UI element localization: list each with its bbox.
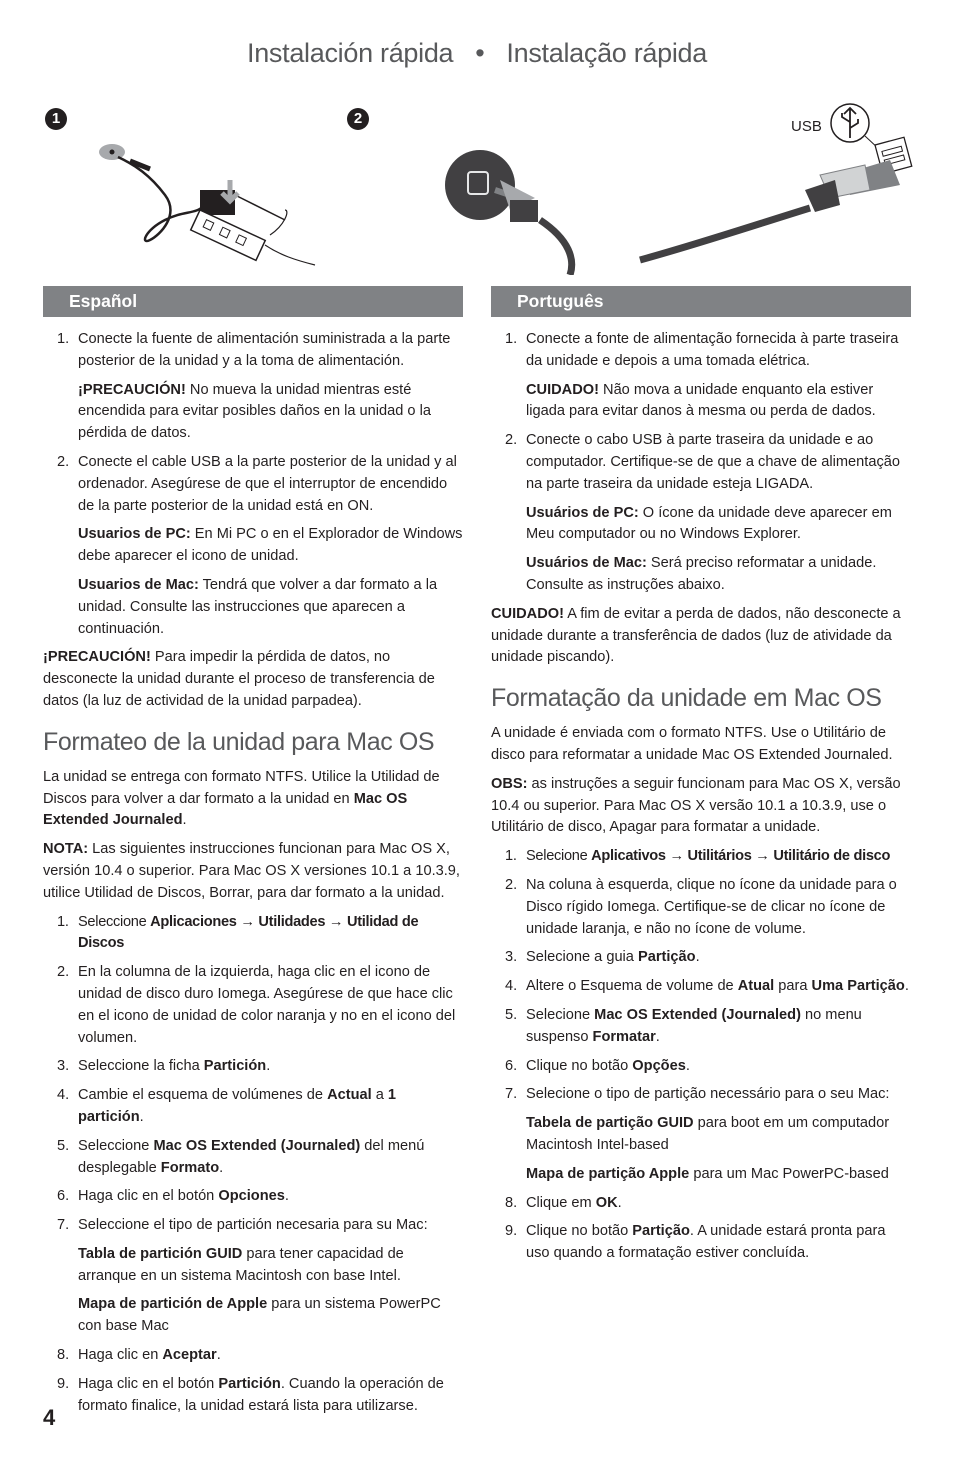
usb-cable-illustration [635, 100, 915, 265]
portuguese-format-steps [491, 846, 911, 1106]
list-item: 9. Clique no botão Partição. A unidade estará pronta para uso quando a formatação estiver concluída. [505, 1223, 886, 1262]
portuguese-mac-users: Usuários de Mac: Será preciso reformatar a unidade. Consulte as instruções abaixo. [526, 555, 877, 593]
list-item: 1. Seleccione Aplicaciones → Utilidades → Utilidad de Discos [57, 913, 419, 952]
spanish-format-intro: La unidad se entrega con formato NTFS. Utilice la Utilidad de Discos para volver a dar formato a la unidad en Mac OS Extended Journaled. [43, 768, 440, 829]
list-item: 8. Haga clic en Aceptar. [57, 1347, 221, 1364]
list-item: 1. Selecione Aplicativos → Utilitários → Utilitário de disco [505, 848, 891, 865]
usb-label: USB [791, 118, 822, 135]
list-item: 1. Conecte la fuente de alimentación suministrada a la parte posterior de la unidad y a la toma de alimentación. [57, 331, 451, 369]
list-item: 2. En la columna de la izquierda, haga clic en el icono de unidad de disco duro Iomega. Asegúrese de que hace clic en el icono de unidad de color naranja y no en el icono del volumen. [57, 964, 456, 1046]
list-item: 6. Clique no botão Opções. [505, 1057, 690, 1074]
list-item: 4. Cambie el esquema de volúmenes de Actual a 1 partición. [57, 1087, 397, 1125]
list-item: 7. Seleccione el tipo de partición necesaria para su Mac: [57, 1217, 428, 1234]
list-item: 5. Seleccione Mac OS Extended (Journaled) del menú desplegable Formato. [57, 1137, 425, 1176]
spanish-install-steps [43, 329, 463, 373]
portuguese-apm-option: Mapa de partição Apple para um Mac PowerPC-based [526, 1165, 889, 1182]
spanish-guid-option: Tabla de partición GUID para tener capacidad de arranque en un sistema Macintosh con base Intel. [78, 1245, 404, 1284]
portuguese-format-intro: A unidade é enviada com o formato NTFS. Use o Utilitário de disco para reformatar a unidade Mac OS Extended Journaled. [491, 725, 893, 763]
list-item: 5. Selecione Mac OS Extended (Journaled) no menu suspenso Formatar. [505, 1006, 862, 1045]
page-number: 4 [43, 1405, 56, 1430]
portuguese-column [491, 286, 911, 1272]
portuguese-format-heading: Formatação da unidade em Mac OS [491, 684, 882, 713]
title-es: Instalación rápida [247, 38, 454, 68]
list-item: 9. Haga clic en el botón Partición. Cuando la operación de formato finalice, la unidad estará lista para utilizarse. [57, 1375, 444, 1414]
portuguese-banner: Português [491, 286, 911, 317]
title-separator: • [475, 38, 485, 68]
list-item: 6. Haga clic en el botón Opciones. [57, 1188, 289, 1205]
list-item: 2. Conecte el cable USB a la parte posterior de la unidad y al ordenador. Asegúrese de que el interruptor de encendido de la parte posterior de la unidad está en ON. [57, 453, 457, 514]
drive-usb-port-illustration [440, 150, 590, 275]
spanish-caution-2: ¡PRECAUCIÓN! Para impedir la pérdida de datos, no desconecte la unidad durante el proceso de transferencia de datos (la luz de actividad de la unidad parpadea). [43, 649, 435, 709]
portuguese-install-steps [491, 329, 911, 373]
list-item: 7. Selecione o tipo de partição necessário para o seu Mac: [505, 1086, 890, 1103]
list-item: 1. Conecte a fonte de alimentação fornecida à parte traseira da unidade e depois a uma tomada elétrica. [505, 331, 899, 369]
power-supply-illustration [90, 135, 320, 275]
spanish-apm-option: Mapa de partición de Apple para un sistema PowerPC con base Mac [78, 1296, 441, 1335]
spanish-mac-users: Usuarios de Mac: Tendrá que volver a dar formato a la unidad. Consulte las instrucciones que aparecen a continuación. [78, 576, 438, 637]
spanish-pc-users: Usuarios de PC: En Mi PC o en el Explorador de Windows debe aparecer el icono de unidad. [78, 526, 463, 565]
list-item: 3. Selecione a guia Partição. [505, 949, 700, 966]
list-item: 8. Clique em OK. [505, 1194, 622, 1211]
step-1-badge: 1 [45, 108, 67, 130]
list-item: 2. Conecte o cabo USB à parte traseira da unidade e ao computador. Certifique-se de que a chave de alimentação na parte traseira da unidade esteja LIGADA. [505, 432, 900, 492]
title-pt: Instalação rápida [506, 38, 707, 68]
list-item: 4. Altere o Esquema de volume de Atual para Uma Partição. [505, 978, 909, 995]
step-2-badge: 2 [347, 108, 369, 130]
portuguese-pc-users: Usuários de PC: O ícone da unidade deve aparecer em Meu computador ou no Windows Explorer. [526, 504, 892, 543]
portuguese-caution-1: CUIDADO! Não mova a unidade enquanto ela estiver ligada para evitar danos à mesma ou perda de dados. [526, 381, 876, 420]
list-item: 2. Na coluna à esquerda, clique no ícone da unidade para o Disco rígido Iomega. Certifique-se de clicar no ícone de unidade laranja, e não no ícone de volume. [505, 876, 897, 937]
spanish-column [43, 286, 463, 1424]
spanish-format-heading: Formateo de la unidad para Mac OS [43, 727, 435, 756]
page-title [0, 38, 954, 69]
list-item: 3. Seleccione la ficha Partición. [57, 1058, 271, 1075]
portuguese-caution-2: CUIDADO! A fim de evitar a perda de dados, não desconecte a unidade durante a transferência de dados (luz de atividade da unidade piscando). [491, 605, 901, 666]
spanish-caution-1: ¡PRECAUCIÓN! No mueva la unidad mientras esté encendida para evitar posibles daños en la unidad o la pérdida de datos. [78, 381, 431, 442]
spanish-note: NOTA: Las siguientes instrucciones funcionan para Mac OS X, versión 10.4 o superior. Para Mac OS X versiones 10.1 a 10.3.9, utilice Utilidad de Discos, Borrar, para dar formato a la unidad. [43, 841, 460, 901]
spanish-banner: Español [43, 286, 463, 317]
spanish-format-steps [43, 912, 463, 1237]
portuguese-guid-option: Tabela de partição GUID para boot em um computador Macintosh Intel-based [526, 1115, 890, 1153]
portuguese-note: OBS: as instruções a seguir funcionam para Mac OS X, versão 10.4 ou superior. Para Mac OS X versão 10.1 a 10.3.9, use o Utilitário de disco, Apagar para formatar a unidade. [491, 775, 901, 836]
